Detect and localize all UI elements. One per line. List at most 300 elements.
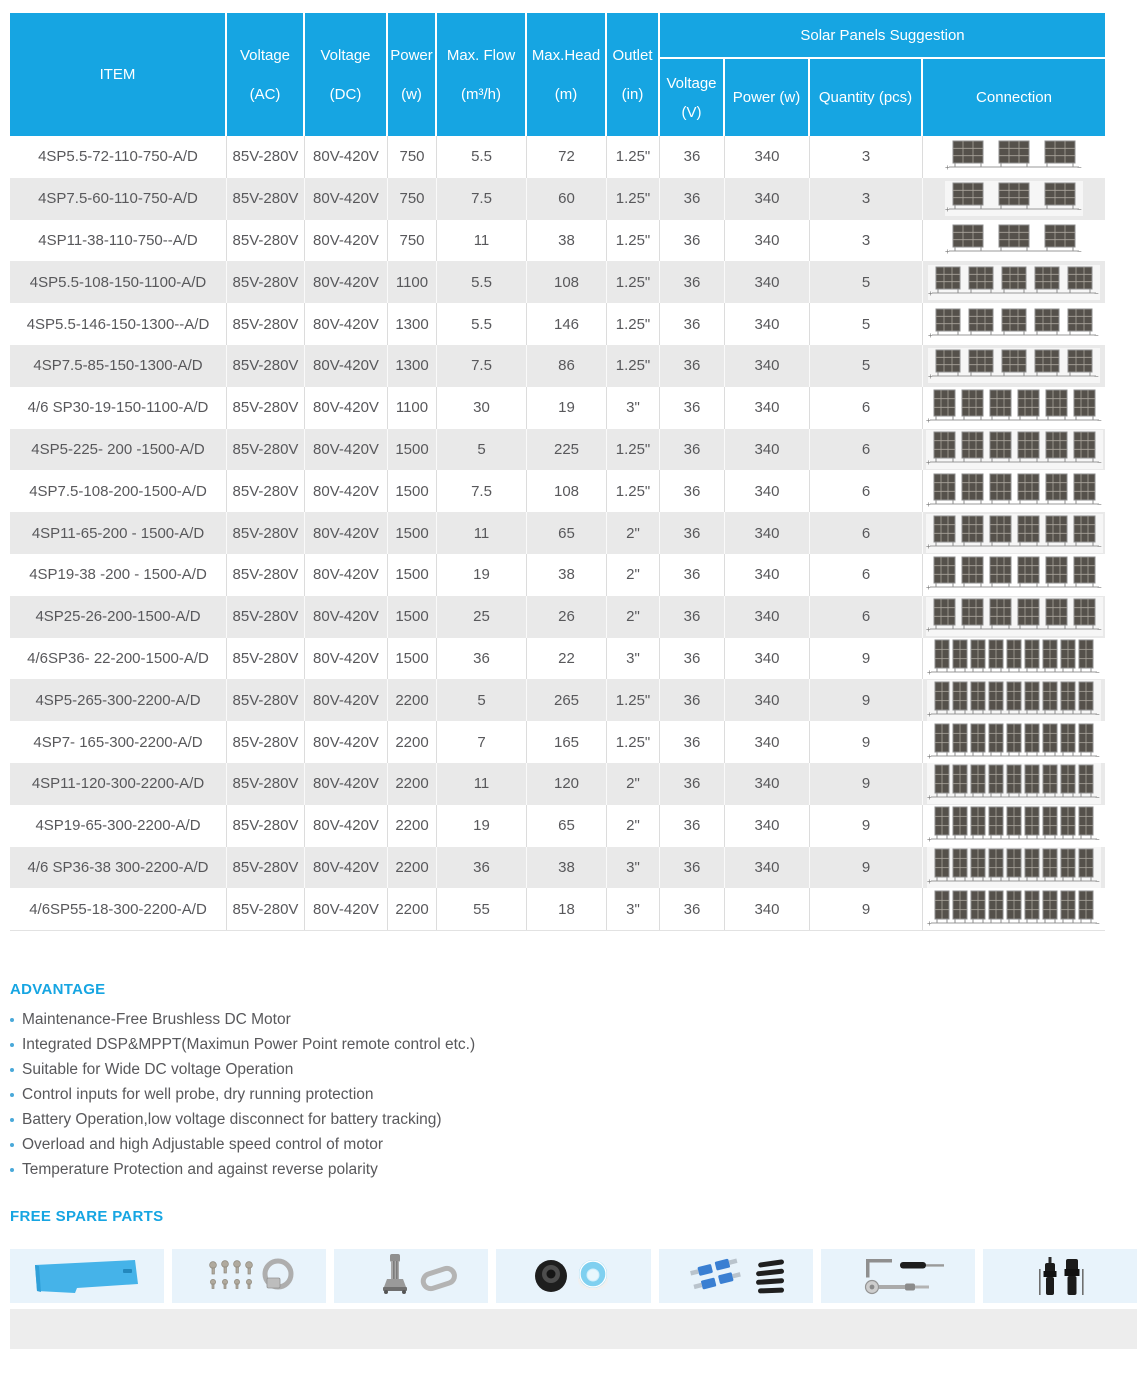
cell-outlet: 3": [607, 638, 660, 680]
cell-max-flow: 36: [437, 638, 527, 680]
cell-voltage-dc: 80V-420V: [305, 679, 388, 721]
cell-max-head: 86: [527, 345, 607, 387]
cell-max-head: 146: [527, 303, 607, 345]
cell-item: 4SP5.5-72-110-750-A/D: [10, 136, 227, 178]
cell-sp-voltage: 36: [660, 763, 725, 805]
col-header-label: Max. Flow: [446, 46, 516, 64]
svg-text:−: −: [1077, 163, 1082, 173]
cell-max-flow: 7.5: [437, 345, 527, 387]
cell-sp-power: 340: [725, 596, 810, 638]
cell-item: 4SP5-265-300-2200-A/D: [10, 679, 227, 721]
svg-text:−: −: [1096, 625, 1102, 635]
cell-quantity: 5: [810, 261, 923, 303]
cell-quantity: 9: [810, 763, 923, 805]
cell-sp-power: 340: [725, 220, 810, 262]
table-row: [10, 638, 1105, 680]
cell-voltage-ac: 85V-280V: [227, 805, 305, 847]
cell-connection: [923, 261, 1105, 303]
cell-voltage-dc: 80V-420V: [305, 554, 388, 596]
svg-text:+: +: [925, 499, 931, 509]
spare-parts-row: [10, 1249, 1137, 1303]
advantage-item-text: Battery Operation,low voltage disconnect for battery tracking): [22, 1111, 442, 1129]
svg-text:+: +: [927, 876, 932, 886]
cell-connection: [923, 178, 1105, 220]
cell-max-flow: 36: [437, 847, 527, 889]
svg-text:+: +: [925, 583, 931, 593]
svg-text:+: +: [945, 205, 950, 215]
cell-max-flow: 19: [437, 554, 527, 596]
cell-voltage-dc: 80V-420V: [305, 721, 388, 763]
cell-item: 4SP5.5-108-150-1100-A/D: [10, 261, 227, 303]
cell-sp-power: 340: [725, 136, 810, 178]
cell-max-head: 22: [527, 638, 607, 680]
col-header-unit: (DC): [329, 85, 362, 103]
free-spare-parts-heading: FREE SPARE PARTS: [10, 1208, 164, 1226]
col-header-sp-power: [725, 59, 810, 136]
cell-max-flow: 25: [437, 596, 527, 638]
svg-text:+: +: [927, 751, 932, 761]
col-header-sp-voltage: [660, 59, 725, 136]
cell-power: 750: [388, 178, 437, 220]
bottom-section-band: [10, 1309, 1137, 1349]
svg-text:−: −: [1095, 793, 1100, 803]
table-row: [10, 470, 1105, 512]
advantage-item: [10, 1011, 1137, 1028]
cell-sp-voltage: 36: [660, 387, 725, 429]
cell-max-head: 65: [527, 805, 607, 847]
col-header-label: Voltage: [239, 46, 291, 64]
cell-voltage-ac: 85V-280V: [227, 638, 305, 680]
cell-connection: [923, 470, 1105, 512]
cell-quantity: 6: [810, 387, 923, 429]
cell-quantity: 9: [810, 847, 923, 889]
cell-max-flow: 55: [437, 888, 527, 930]
svg-text:+: +: [927, 709, 932, 719]
svg-text:−: −: [1096, 416, 1102, 426]
cell-item: 4SP19-38 -200 - 1500-A/D: [10, 554, 227, 596]
cell-sp-power: 340: [725, 470, 810, 512]
cell-quantity: 6: [810, 470, 923, 512]
cell-voltage-ac: 85V-280V: [227, 220, 305, 262]
cell-max-head: 65: [527, 512, 607, 554]
advantage-item-text: Maintenance-Free Brushless DC Motor: [22, 1011, 291, 1029]
table-row: [10, 596, 1105, 638]
cell-sp-voltage: 36: [660, 554, 725, 596]
cell-max-flow: 7: [437, 721, 527, 763]
cell-max-flow: 11: [437, 763, 527, 805]
bullet-dot-icon: [10, 1018, 14, 1022]
cell-voltage-ac: 85V-280V: [227, 178, 305, 220]
solar-panel-connection-diagram: [927, 847, 1101, 888]
cell-quantity: 3: [810, 220, 923, 262]
solar-panel-connection-diagram: [945, 223, 1083, 258]
svg-text:+: +: [928, 288, 933, 298]
cell-max-head: 26: [527, 596, 607, 638]
table-row: [10, 847, 1105, 889]
cell-voltage-dc: 80V-420V: [305, 261, 388, 303]
svg-text:−: −: [1094, 288, 1099, 298]
cell-item: 4SP5.5-146-150-1300--A/D: [10, 303, 227, 345]
cell-sp-voltage: 36: [660, 638, 725, 680]
cell-max-head: 60: [527, 178, 607, 220]
col-header-max-head: [527, 13, 607, 136]
solar-panels-group-title: Solar Panels Suggestion: [660, 13, 1105, 59]
table-row: [10, 220, 1105, 262]
advantage-item-text: Suitable for Wide DC voltage Operation: [22, 1061, 294, 1079]
cell-sp-power: 340: [725, 387, 810, 429]
bullet-dot-icon: [10, 1118, 14, 1122]
cell-item: 4/6SP36- 22-200-1500-A/D: [10, 638, 227, 680]
spare-part-screws-and-hose-clamp: [172, 1249, 326, 1303]
bullet-dot-icon: [10, 1143, 14, 1147]
cell-sp-voltage: 36: [660, 429, 725, 471]
cell-voltage-ac: 85V-280V: [227, 387, 305, 429]
table-row: [10, 387, 1105, 429]
svg-text:+: +: [927, 667, 932, 677]
solar-panel-connection-diagram: [927, 722, 1101, 763]
cell-power: 2200: [388, 805, 437, 847]
cell-voltage-ac: 85V-280V: [227, 554, 305, 596]
cell-voltage-ac: 85V-280V: [227, 429, 305, 471]
svg-text:−: −: [1096, 541, 1102, 551]
col-header-voltage-ac: [227, 13, 305, 136]
col-header-label: Quantity (pcs): [818, 89, 913, 106]
cell-power: 2200: [388, 679, 437, 721]
cell-quantity: 6: [810, 554, 923, 596]
cell-outlet: 1.25": [607, 220, 660, 262]
cell-power: 1500: [388, 512, 437, 554]
cell-item: 4SP7.5-85-150-1300-A/D: [10, 345, 227, 387]
cell-connection: [923, 554, 1105, 596]
cell-max-flow: 7.5: [437, 178, 527, 220]
cell-connection: [923, 136, 1105, 178]
cell-voltage-ac: 85V-280V: [227, 763, 305, 805]
advantage-item: [10, 1036, 1137, 1053]
svg-text:+: +: [945, 246, 950, 256]
svg-text:−: −: [1095, 918, 1100, 928]
cell-max-head: 108: [527, 470, 607, 512]
cell-max-head: 165: [527, 721, 607, 763]
cell-connection: [923, 638, 1105, 680]
cell-max-flow: 19: [437, 805, 527, 847]
mc4-connectors-icon: [990, 1249, 1130, 1303]
cell-sp-voltage: 36: [660, 220, 725, 262]
col-header-max-flow: [437, 13, 527, 136]
cell-max-flow: 7.5: [437, 470, 527, 512]
table-row: [10, 303, 1105, 345]
svg-text:−: −: [1096, 499, 1102, 509]
cell-sp-power: 340: [725, 429, 810, 471]
cell-max-flow: 5: [437, 429, 527, 471]
cell-quantity: 6: [810, 429, 923, 471]
wire-terminals-and-heat-shrink-tubes-icon: [666, 1249, 806, 1303]
rubber-bearing-and-ptfe-tape-icon: [503, 1249, 643, 1303]
cell-sp-voltage: 36: [660, 847, 725, 889]
cell-voltage-dc: 80V-420V: [305, 763, 388, 805]
bullet-dot-icon: [10, 1043, 14, 1047]
solar-panels-subheader-row: [660, 59, 1105, 136]
cell-voltage-dc: 80V-420V: [305, 345, 388, 387]
solar-panel-connection-diagram: [927, 763, 1101, 804]
advantage-item: [10, 1136, 1137, 1153]
cell-max-flow: 5.5: [437, 136, 527, 178]
screws-and-hose-clamp-icon: [179, 1249, 319, 1303]
cell-sp-voltage: 36: [660, 805, 725, 847]
cell-quantity: 3: [810, 178, 923, 220]
cell-outlet: 3": [607, 847, 660, 889]
cell-outlet: 3": [607, 387, 660, 429]
cell-outlet: 2": [607, 763, 660, 805]
cell-connection: [923, 679, 1105, 721]
table-row: [10, 554, 1105, 596]
col-header-label: ITEM: [99, 66, 136, 83]
cell-voltage-ac: 85V-280V: [227, 303, 305, 345]
table-row: [10, 261, 1105, 303]
cell-quantity: 3: [810, 136, 923, 178]
cell-max-flow: 5.5: [437, 261, 527, 303]
cell-power: 1100: [388, 261, 437, 303]
svg-text:+: +: [925, 625, 931, 635]
solar-panel-connection-diagram: [926, 514, 1103, 553]
col-header-unit: (V): [681, 103, 702, 121]
cell-outlet: 1.25": [607, 679, 660, 721]
svg-text:+: +: [928, 330, 933, 340]
cell-sp-voltage: 36: [660, 178, 725, 220]
cell-voltage-dc: 80V-420V: [305, 805, 388, 847]
cell-outlet: 2": [607, 596, 660, 638]
cell-sp-voltage: 36: [660, 596, 725, 638]
cell-voltage-ac: 85V-280V: [227, 512, 305, 554]
svg-text:−: −: [1077, 205, 1082, 215]
cell-voltage-ac: 85V-280V: [227, 847, 305, 889]
solar-panel-connection-diagram: [926, 388, 1103, 427]
cell-item: 4SP7.5-60-110-750-A/D: [10, 178, 227, 220]
advantage-item-text: Integrated DSP&MPPT(Maximun Power Point remote control etc.): [22, 1036, 476, 1054]
table-row: [10, 429, 1105, 471]
cell-outlet: 2": [607, 805, 660, 847]
controller-pouch-icon: [17, 1249, 157, 1303]
cell-item: 4SP7.5-108-200-1500-A/D: [10, 470, 227, 512]
cell-item: 4SP11-38-110-750--A/D: [10, 220, 227, 262]
solar-panel-connection-diagram: [927, 889, 1101, 930]
cell-outlet: 1.25": [607, 470, 660, 512]
advantage-item: [10, 1086, 1137, 1103]
cell-quantity: 9: [810, 638, 923, 680]
bullet-dot-icon: [10, 1093, 14, 1097]
cell-sp-power: 340: [725, 638, 810, 680]
cell-sp-voltage: 36: [660, 470, 725, 512]
table-row: [10, 512, 1105, 554]
col-header-unit: (m): [554, 85, 578, 103]
svg-text:−: −: [1095, 751, 1100, 761]
cell-sp-power: 340: [725, 721, 810, 763]
cell-power: 1300: [388, 303, 437, 345]
table-row: [10, 136, 1105, 178]
advantage-item-text: Control inputs for well probe, dry running protection: [22, 1086, 374, 1104]
cell-quantity: 9: [810, 679, 923, 721]
cell-sp-voltage: 36: [660, 136, 725, 178]
cell-outlet: 1.25": [607, 303, 660, 345]
spare-part-hex-key-and-screwdriver: [821, 1249, 975, 1303]
cell-max-head: 38: [527, 220, 607, 262]
cell-sp-power: 340: [725, 512, 810, 554]
cell-sp-voltage: 36: [660, 303, 725, 345]
cell-quantity: 9: [810, 888, 923, 930]
svg-text:+: +: [925, 457, 931, 467]
col-header-connection: [923, 59, 1105, 136]
table-body: [10, 136, 1105, 931]
cell-connection: [923, 805, 1105, 847]
spare-part-spline-shaft-and-coupling: [334, 1249, 488, 1303]
solar-panel-connection-diagram: [926, 555, 1103, 594]
cell-outlet: 1.25": [607, 178, 660, 220]
cell-sp-voltage: 36: [660, 888, 725, 930]
cell-outlet: 2": [607, 554, 660, 596]
cell-power: 2200: [388, 847, 437, 889]
cell-sp-voltage: 36: [660, 261, 725, 303]
col-header-voltage-dc: [305, 13, 388, 136]
solar-panel-connection-diagram: [928, 307, 1100, 342]
cell-connection: [923, 596, 1105, 638]
cell-max-flow: 5.5: [437, 303, 527, 345]
svg-text:−: −: [1096, 457, 1102, 467]
bullet-dot-icon: [10, 1068, 14, 1072]
spare-part-wire-terminals-and-heat-shrink-tubes: [659, 1249, 813, 1303]
cell-quantity: 9: [810, 721, 923, 763]
cell-sp-power: 340: [725, 178, 810, 220]
cell-voltage-dc: 80V-420V: [305, 220, 388, 262]
solar-panel-connection-diagram: [926, 472, 1103, 511]
advantage-item-text: Overload and high Adjustable speed control of motor: [22, 1136, 384, 1154]
cell-item: 4/6 SP36-38 300-2200-A/D: [10, 847, 227, 889]
cell-power: 1500: [388, 638, 437, 680]
cell-power: 1500: [388, 470, 437, 512]
advantage-section: [10, 981, 1137, 1178]
col-header-label: Power: [390, 46, 433, 64]
cell-max-head: 72: [527, 136, 607, 178]
cell-sp-power: 340: [725, 303, 810, 345]
svg-text:−: −: [1095, 667, 1100, 677]
cell-power: 1500: [388, 429, 437, 471]
cell-voltage-ac: 85V-280V: [227, 136, 305, 178]
cell-voltage-dc: 80V-420V: [305, 178, 388, 220]
cell-outlet: 1.25": [607, 721, 660, 763]
cell-max-head: 38: [527, 847, 607, 889]
cell-sp-power: 340: [725, 888, 810, 930]
solar-panel-connection-diagram: [945, 181, 1083, 216]
cell-outlet: 3": [607, 888, 660, 930]
cell-quantity: 6: [810, 596, 923, 638]
col-header-unit: (m³/h): [461, 85, 501, 103]
advantage-item: [10, 1161, 1137, 1178]
cell-item: 4SP11-65-200 - 1500-A/D: [10, 512, 227, 554]
solar-panel-connection-diagram: [928, 348, 1100, 383]
advantage-item: [10, 1061, 1137, 1078]
cell-max-flow: 5: [437, 679, 527, 721]
cell-sp-voltage: 36: [660, 721, 725, 763]
cell-quantity: 5: [810, 303, 923, 345]
spare-part-rubber-bearing-and-ptfe-tape: [496, 1249, 650, 1303]
cell-max-head: 19: [527, 387, 607, 429]
bullet-dot-icon: [10, 1168, 14, 1172]
cell-sp-voltage: 36: [660, 679, 725, 721]
cell-max-head: 38: [527, 554, 607, 596]
solar-panel-connection-diagram: [928, 265, 1100, 300]
cell-voltage-dc: 80V-420V: [305, 638, 388, 680]
cell-power: 750: [388, 220, 437, 262]
cell-power: 1500: [388, 596, 437, 638]
cell-sp-voltage: 36: [660, 345, 725, 387]
cell-power: 750: [388, 136, 437, 178]
cell-quantity: 9: [810, 805, 923, 847]
cell-power: 1300: [388, 345, 437, 387]
cell-voltage-dc: 80V-420V: [305, 596, 388, 638]
cell-voltage-dc: 80V-420V: [305, 303, 388, 345]
cell-connection: [923, 345, 1105, 387]
cell-power: 2200: [388, 888, 437, 930]
svg-text:−: −: [1095, 835, 1100, 845]
cell-sp-voltage: 36: [660, 512, 725, 554]
free-spare-parts-section: [10, 1208, 1137, 1303]
svg-text:−: −: [1095, 876, 1100, 886]
table-row: [10, 178, 1105, 220]
advantage-item: [10, 1111, 1137, 1128]
table-row: [10, 888, 1105, 930]
col-header-label: Power (w): [732, 89, 801, 106]
cell-voltage-ac: 85V-280V: [227, 596, 305, 638]
cell-voltage-dc: 80V-420V: [305, 387, 388, 429]
cell-sp-power: 340: [725, 679, 810, 721]
solar-panel-connection-diagram: [945, 139, 1083, 174]
advantage-heading: ADVANTAGE: [10, 981, 106, 999]
svg-text:−: −: [1094, 372, 1099, 382]
cell-outlet: 1.25": [607, 136, 660, 178]
cell-item: 4SP11-120-300-2200-A/D: [10, 763, 227, 805]
cell-outlet: 2": [607, 512, 660, 554]
cell-connection: [923, 847, 1105, 889]
cell-item: 4SP25-26-200-1500-A/D: [10, 596, 227, 638]
col-header-label: Max.Head: [531, 46, 601, 64]
col-header-outlet: [607, 13, 660, 136]
advantage-item-text: Temperature Protection and against reverse polarity: [22, 1161, 378, 1179]
cell-connection: [923, 512, 1105, 554]
svg-text:+: +: [927, 918, 932, 928]
cell-quantity: 6: [810, 512, 923, 554]
solar-panel-connection-diagram: [926, 597, 1103, 636]
cell-voltage-ac: 85V-280V: [227, 721, 305, 763]
cell-sp-power: 340: [725, 554, 810, 596]
col-header-unit: (in): [621, 85, 644, 103]
col-header-label: Voltage: [320, 46, 371, 64]
col-header-item: [10, 13, 227, 136]
cell-quantity: 5: [810, 345, 923, 387]
cell-item: 4/6SP55-18-300-2200-A/D: [10, 888, 227, 930]
cell-voltage-ac: 85V-280V: [227, 679, 305, 721]
svg-text:−: −: [1096, 583, 1102, 593]
cell-voltage-ac: 85V-280V: [227, 470, 305, 512]
cell-max-head: 225: [527, 429, 607, 471]
col-header-quantity: [810, 59, 923, 136]
cell-voltage-ac: 85V-280V: [227, 261, 305, 303]
svg-text:−: −: [1077, 246, 1082, 256]
cell-power: 1500: [388, 554, 437, 596]
cell-voltage-dc: 80V-420V: [305, 470, 388, 512]
cell-item: 4/6 SP30-19-150-1100-A/D: [10, 387, 227, 429]
cell-max-head: 120: [527, 763, 607, 805]
cell-outlet: 1.25": [607, 261, 660, 303]
col-header-label: Outlet: [612, 46, 653, 64]
cell-sp-power: 340: [725, 261, 810, 303]
